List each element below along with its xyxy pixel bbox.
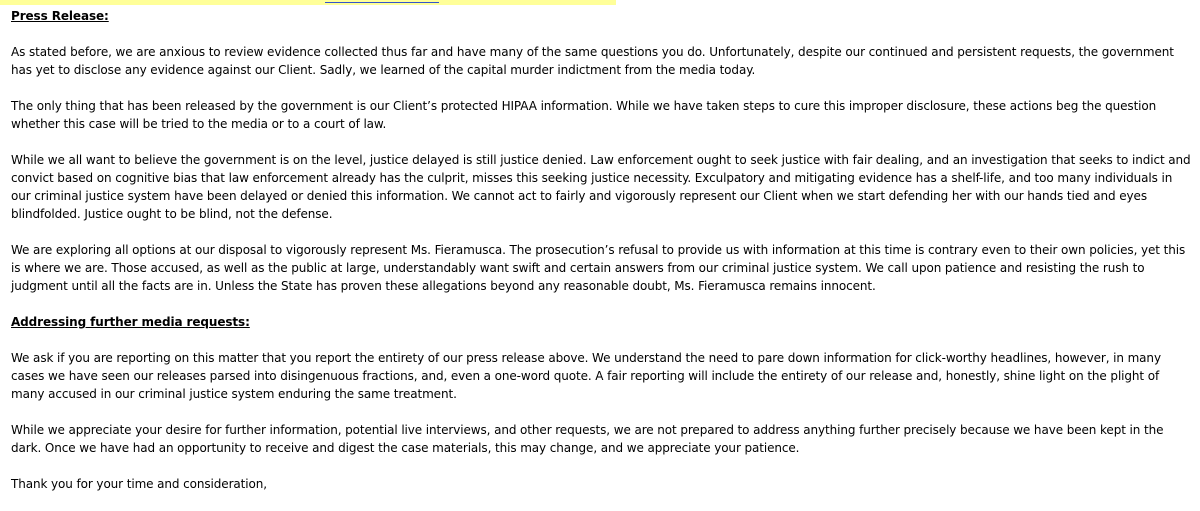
media-requests-paragraph-1: We ask if you are reporting on this matter that you report the entirety of our press release above. We understand the need to pare down information for click-worthy headlines, however, in many cases we have seen our releases parsed into disingenuous fractions, and, even a one-word quote. A fair reporting will include the entirety of our release and, honestly, shine light on the plight of many accused in our criminal justice system enduring the same treatment. bbox=[11, 351, 1161, 401]
press-release-paragraph-3: While we all want to believe the government is on the level, justice delayed is still justice denied. Law enforcement ought to seek justice with fair dealing, and an investigation that seeks to indict and convict based on cognitive bias that law enforcement already has the culprit, misses this seeking justice necessity. Exculpatory and mitigating evidence has a shelf-life, and too many individuals in our criminal justice system have been delayed or denied this information. We cannot act to fairly and vigorously represent our Client when we start defending her with our hands tied and eyes blindfolded. Justice ought to be blind, not the defense. bbox=[11, 153, 1191, 221]
closing-line: Thank you for your time and consideration, bbox=[11, 477, 267, 491]
press-release-heading: Press Release: bbox=[11, 9, 109, 23]
highlighted-text-strip bbox=[0, 0, 616, 5]
press-release-paragraph-4: We are exploring all options at our disposal to vigorously represent Ms. Fieramusca. The prosecution’s refusal to provide us with information at this time is contrary even to their own policies, yet this is where we are. Those accused, as well as the public at large, understandably want swift and certain answers from our criminal justice system. We call upon patience and resisting the rush to judgment until all the facts are in. Unless the State has proven these allegations beyond any reasonable doubt, Ms. Fieramusca remains innocent. bbox=[11, 243, 1186, 293]
hyperlink-underline[interactable] bbox=[325, 2, 439, 3]
press-release-paragraph-2: The only thing that has been released by the government is our Client’s protected HIPAA information. While we have taken steps to cure this improper disclosure, these actions beg the question whether this case will be tried to the media or to a court of law. bbox=[11, 99, 1157, 131]
media-requests-heading: Addressing further media requests: bbox=[11, 315, 250, 329]
cut-off-signature-line bbox=[11, 493, 71, 497]
press-release-paragraph-1: As stated before, we are anxious to review evidence collected thus far and have many of the same questions you do. Unfortunately, despite our continued and persistent requests, the government has yet to disclose any evidence against our Client. Sadly, we learned of the capital murder indictment from the media today. bbox=[11, 45, 1174, 77]
media-requests-paragraph-2: While we appreciate your desire for further information, potential live interviews, and other requests, we are not prepared to address anything further precisely because we have been kept in the dark. Once we have had an opportunity to receive and digest the case materials, this may change, and we appreciate your patience. bbox=[11, 423, 1164, 455]
document-body bbox=[11, 7, 1193, 511]
